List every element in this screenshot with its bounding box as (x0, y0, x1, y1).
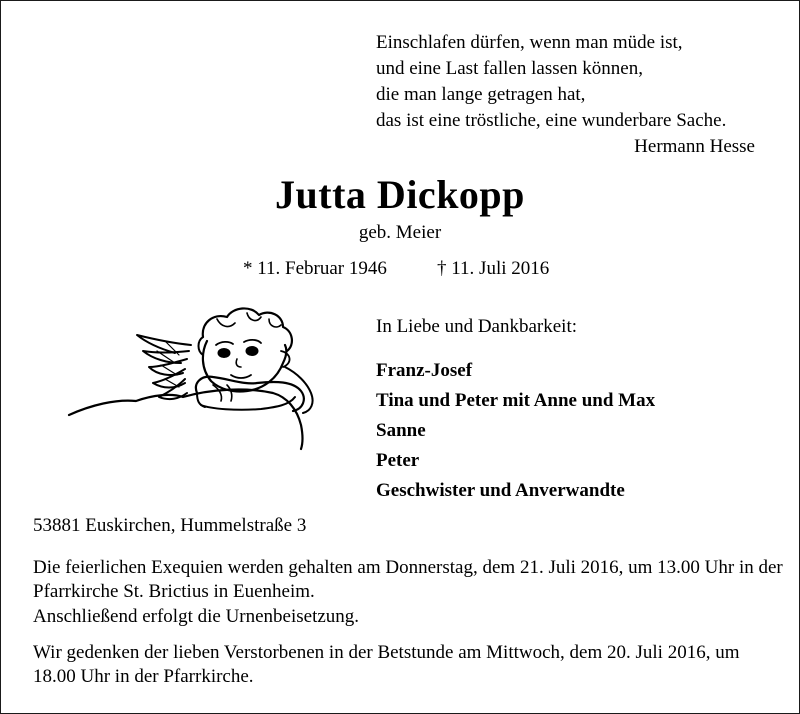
poem-line: die man lange getragen hat, (376, 84, 586, 105)
birth-date: * 11. Februar 1946 (243, 258, 387, 279)
mourners-intro: In Liebe und Dankbarkeit: (376, 316, 578, 337)
mourner-name: Geschwister und Anverwandte (376, 480, 625, 501)
poem-line: das ist eine tröstliche, eine wunderbare Sache. (376, 110, 727, 131)
mourner-name: Franz-Josef (376, 360, 473, 381)
mourner-name: Peter (376, 450, 420, 471)
poem-author: Hermann Hesse (634, 136, 755, 157)
death-date: † 11. Juli 2016 (437, 258, 550, 279)
prayer-hour-notice: Wir gedenken der lieben Verstorbenen in der Betstunde am Mittwoch, dem 20. Juli 2016, um 18.00 Uhr in der Pfarrkirche. (33, 642, 740, 687)
funeral-service-notice: Die feierlichen Exequien werden gehalten am Donnerstag, dem 21. Juli 2016, um 13.00 Uhr in der Pfarrkirche St. Brictius in Euenheim. (33, 557, 783, 602)
poem-line: Einschlafen dürfen, wenn man müde ist, (376, 32, 683, 53)
mourner-name: Tina und Peter mit Anne und Max (376, 390, 656, 411)
poem-line: und eine Last fallen lassen können, (376, 58, 643, 79)
mourner-name: Sanne (376, 420, 426, 441)
poem (376, 30, 726, 134)
urn-burial-notice: Anschließend erfolgt die Urnenbeisetzung. (33, 606, 360, 627)
deceased-name: Jutta Dickopp (275, 172, 525, 217)
cherub-angel-icon (61, 301, 361, 451)
maiden-name: geb. Meier (358, 222, 442, 243)
mourners-list (376, 356, 655, 506)
family-address: 53881 Euskirchen, Hummelstraße 3 (33, 515, 307, 536)
